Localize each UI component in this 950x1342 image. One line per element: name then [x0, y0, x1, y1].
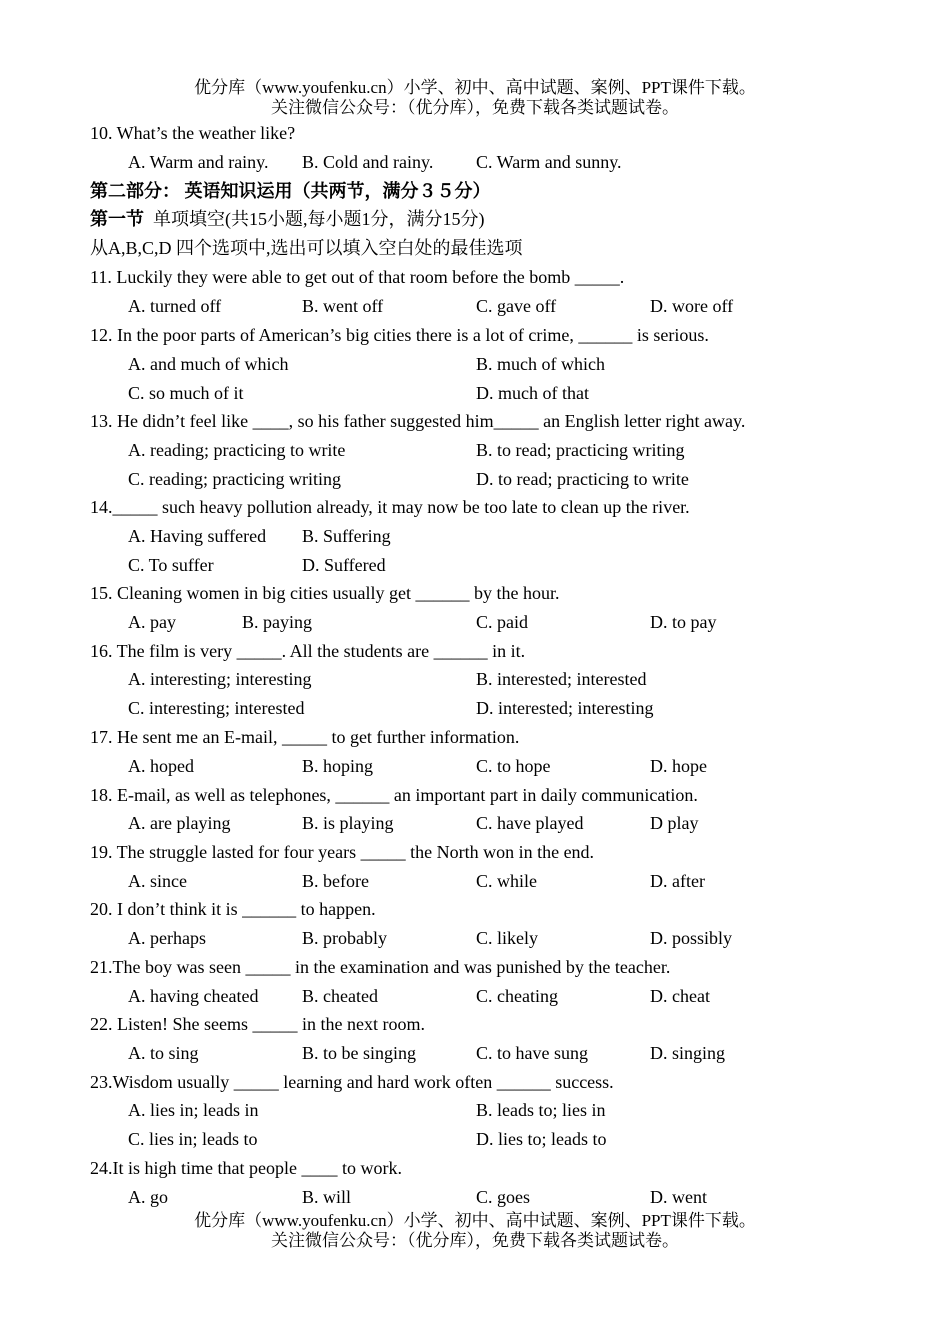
question-22-stem: 22. Listen! She seems _____ in the next room. [90, 1014, 425, 1034]
question-19-option-a: A. since [128, 871, 187, 891]
question-11-stem: 11. Luckily they were able to get out of that room before the bomb _____. [90, 267, 625, 287]
question-16-option-c: C. interesting; interested [128, 698, 305, 718]
section-1-description: 单项填空(共15小题,每小题1分，满分15分) [153, 209, 485, 229]
question-10-option-b: B. Cold and rainy. [302, 152, 434, 172]
question-18-option-d: D play [650, 813, 699, 833]
question-15-stem: 15. Cleaning women in big cities usually get ______ by the hour. [90, 583, 560, 603]
question-12-option-d: D. much of that [476, 383, 589, 403]
question-20-stem: 20. I don’t think it is ______ to happen. [90, 899, 376, 919]
question-15-option-b: B. paying [242, 612, 312, 632]
question-16-option-a: A. interesting; interesting [128, 669, 312, 689]
question-17-option-c: C. to hope [476, 756, 551, 776]
question-15-option-a: A. pay [128, 612, 176, 632]
question-24-option-d: D. went [650, 1187, 707, 1207]
question-19-option-b: B. before [302, 871, 369, 891]
question-23-option-b: B. leads to; lies in [476, 1100, 606, 1120]
question-12-stem: 12. In the poor parts of American’s big cities there is a lot of crime, ______ is serious. [90, 325, 709, 345]
question-19-option-d: D. after [650, 871, 705, 891]
question-14-option-d: D. Suffered [302, 555, 386, 575]
question-21-option-d: D. cheat [650, 986, 710, 1006]
question-18-stem: 18. E-mail, as well as telephones, ______ an important part in daily communication. [90, 785, 698, 805]
section-1-instruction: 从A,B,C,D 四个选项中,选出可以填入空白处的最佳选项 [90, 238, 523, 258]
question-14-stem: 14._____ such heavy pollution already, it may now be too late to clean up the river. [90, 497, 690, 517]
question-11-option-b: B. went off [302, 296, 384, 316]
question-20-option-c: C. likely [476, 928, 538, 948]
question-19-stem: 19. The struggle lasted for four years _____ the North won in the end. [90, 842, 595, 862]
page-header-banner [0, 78, 950, 118]
question-13-stem: 13. He didn’t feel like ____, so his father suggested him_____ an English letter right away. [90, 411, 746, 431]
question-10-option-c: C. Warm and sunny. [476, 152, 622, 172]
question-13-option-b: B. to read; practicing writing [476, 440, 685, 460]
footer-line-2: 关注微信公众号：（优分库），免费下载各类试题试卷。 [271, 1231, 679, 1250]
question-21-option-a: A. having cheated [128, 986, 259, 1006]
question-20-option-a: A. perhaps [128, 928, 206, 948]
question-16-option-d: D. interested; interesting [476, 698, 654, 718]
footer-line-1: 优分库（www.youfenku.cn）小学、初中、高中试题、案例、PPT课件下载。 [194, 1211, 756, 1230]
question-20-option-b: B. probably [302, 928, 387, 948]
question-10-option-a: A. Warm and rainy. [128, 152, 269, 172]
question-24-option-b: B. will [302, 1187, 352, 1207]
section-1-label: 第一节 [90, 209, 144, 229]
question-17-stem: 17. He sent me an E-mail, _____ to get further information. [90, 727, 520, 747]
header-line-2: 关注微信公众号：（优分库），免费下载各类试题试卷。 [271, 98, 679, 117]
question-18-option-b: B. is playing [302, 813, 394, 833]
question-23-stem: 23.Wisdom usually _____ learning and hard work often ______ success. [90, 1072, 614, 1092]
question-11-option-a: A. turned off [128, 296, 222, 316]
question-22-option-a: A. to sing [128, 1043, 199, 1063]
question-13-option-c: C. reading; practicing writing [128, 469, 341, 489]
question-22-option-d: D. singing [650, 1043, 726, 1063]
question-17-option-a: A. hoped [128, 756, 194, 776]
question-19-option-c: C. while [476, 871, 537, 891]
question-14-option-c: C. To suffer [128, 555, 214, 575]
question-22-option-b: B. to be singing [302, 1043, 417, 1063]
part-2-title: 第二部分： 英语知识运用（共两节，满分３５分） [90, 181, 491, 201]
section-1-heading [90, 208, 485, 230]
question-18-option-c: C. have played [476, 813, 584, 833]
question-15-option-c: C. paid [476, 612, 528, 632]
question-21-option-c: C. cheating [476, 986, 558, 1006]
question-23-option-d: D. lies to; leads to [476, 1129, 607, 1149]
question-21-stem: 21.The boy was seen _____ in the examination and was punished by the teacher. [90, 957, 671, 977]
question-18-option-a: A. are playing [128, 813, 231, 833]
question-22-option-c: C. to have sung [476, 1043, 588, 1063]
question-24-stem: 24.It is high time that people ____ to work. [90, 1158, 402, 1178]
question-15-option-d: D. to pay [650, 612, 717, 632]
question-12-option-c: C. so much of it [128, 383, 244, 403]
question-11-option-c: C. gave off [476, 296, 557, 316]
question-23-option-c: C. lies in; leads to [128, 1129, 258, 1149]
question-24-option-c: C. goes [476, 1187, 530, 1207]
question-20-option-d: D. possibly [650, 928, 733, 948]
question-14-option-a: A. Having suffered [128, 526, 267, 546]
question-12-option-a: A. and much of which [128, 354, 289, 374]
question-11-option-d: D. wore off [650, 296, 734, 316]
question-14-option-b: B. Suffering [302, 526, 391, 546]
question-12-option-b: B. much of which [476, 354, 605, 374]
question-24-option-a: A. go [128, 1187, 168, 1207]
question-17-option-b: B. hoping [302, 756, 374, 776]
question-16-stem: 16. The film is very _____. All the students are ______ in it. [90, 641, 526, 661]
question-13-option-a: A. reading; practicing to write [128, 440, 346, 460]
page-footer-banner [0, 1211, 950, 1251]
question-17-option-d: D. hope [650, 756, 707, 776]
question-23-option-a: A. lies in; leads in [128, 1100, 259, 1120]
question-13-option-d: D. to read; practicing to write [476, 469, 689, 489]
question-10-stem: 10. What’s the weather like? [90, 123, 296, 143]
question-21-option-b: B. cheated [302, 986, 378, 1006]
question-16-option-b: B. interested; interested [476, 669, 647, 689]
header-line-1: 优分库（www.youfenku.cn）小学、初中、高中试题、案例、PPT课件下载。 [194, 78, 756, 97]
